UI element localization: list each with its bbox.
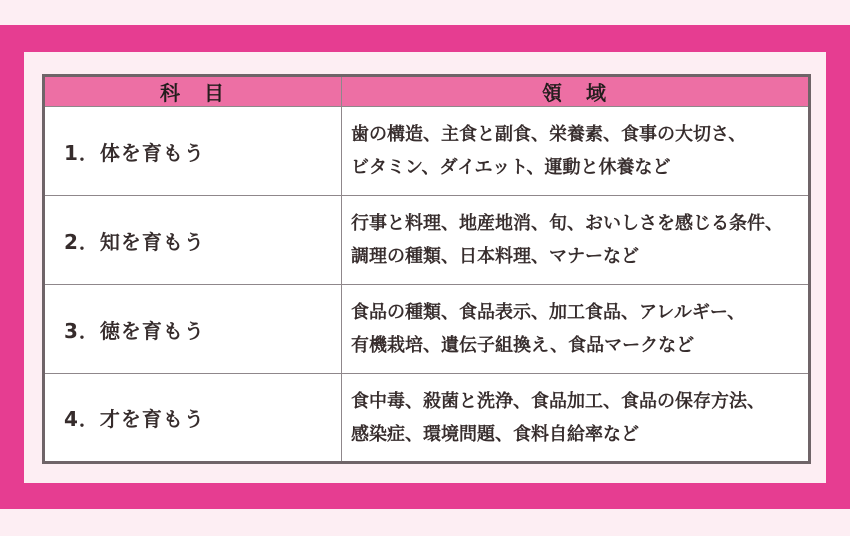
- domain-column-header: 領 域: [342, 76, 810, 107]
- domain-line: 感染症、環境問題、食料自給率など: [351, 423, 639, 445]
- domain-cell: [342, 374, 810, 463]
- domain-line: 歯の構造、主食と副食、栄養素、食事の大切さ、: [351, 124, 747, 145]
- domain-cell: [342, 196, 810, 285]
- table-header-row: [44, 76, 810, 107]
- domain-line: 有機栽培、遺伝子組換え、食品マークなど: [351, 335, 695, 356]
- table-row: [44, 107, 810, 196]
- domain-line: 食中毒、殺菌と洗浄、食品加工、食品の保存方法、: [351, 390, 765, 412]
- domain-line: ビタミン、ダイエット、運動と休養など: [351, 157, 671, 178]
- subject-cell: 3．徳を育もう: [44, 285, 342, 374]
- table-row: [44, 196, 810, 285]
- domain-cell: [342, 285, 810, 374]
- table-row: [44, 374, 810, 463]
- subject-column-header: 科 目: [44, 76, 342, 107]
- table-row: [44, 285, 810, 374]
- subject-cell: 1．体を育もう: [44, 107, 342, 196]
- curriculum-table: [42, 74, 811, 464]
- domain-line: 行事と料理、地産地消、旬、おいしさを感じる条件、: [351, 213, 783, 234]
- subject-cell: 2．知を育もう: [44, 196, 342, 285]
- subject-cell: 4．才を育もう: [44, 374, 342, 463]
- domain-line: 食品の種類、食品表示、加工食品、アレルギー、: [351, 302, 746, 323]
- domain-cell: [342, 107, 810, 196]
- domain-line: 調理の種類、日本料理、マナーなど: [351, 246, 639, 267]
